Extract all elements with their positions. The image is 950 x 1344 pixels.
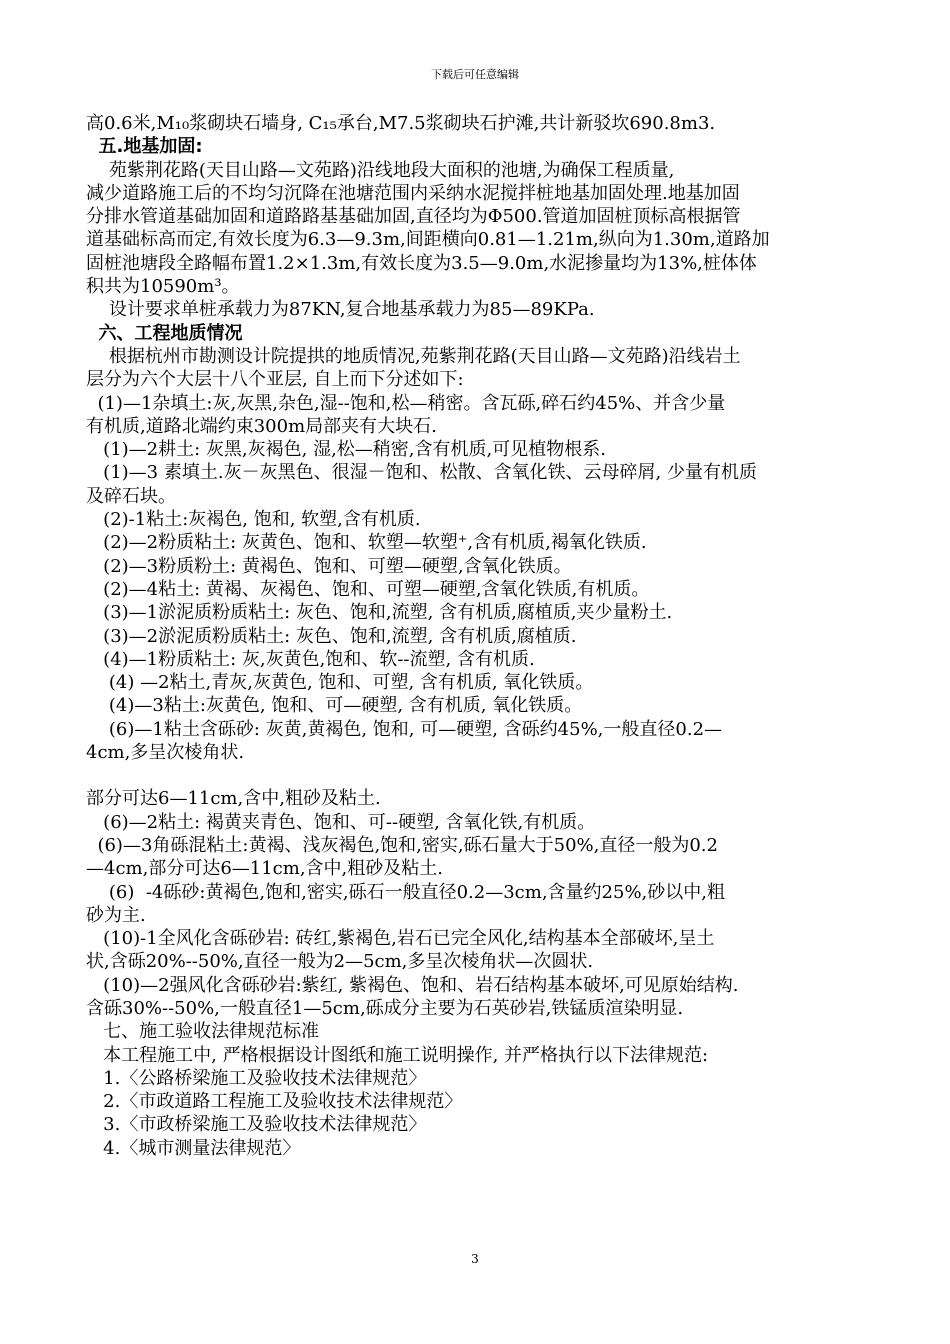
section-heading-7: 七、施工验收法律规范标准 bbox=[86, 1021, 320, 1043]
body-line: 本工程施工中, 严格根据设计图纸和施工说明操作, 并严格执行以下法律规范: bbox=[86, 1044, 709, 1066]
body-line: (6) -4砾砂:黄褐色,饱和,密实,砾石一般直径0.2—3cm,含量约25%,砂以中,粗 bbox=[86, 881, 725, 903]
body-line: 层分为六个大层十八个亚层, 自上而下分述如下: bbox=[86, 369, 464, 391]
section-heading-6: 六、工程地质情况 bbox=[86, 322, 243, 344]
body-line: 减少道路施工后的不均匀沉降在池塘范围内采纳水泥搅拌桩地基加固处理.地基加固 bbox=[86, 182, 740, 204]
body-line: (1)—2耕土: 灰黑,灰褐色, 湿,松—稍密,含有机质,可见植物根系. bbox=[86, 439, 606, 461]
standard-item: 1.〈公路桥梁施工及验收技术法律规范〉 bbox=[86, 1067, 427, 1089]
body-line: (6)—2粘土: 褐黄夹青色、饱和、可--硬塑, 含氧化铁,有机质。 bbox=[86, 811, 596, 833]
body-line: (10)-1全风化含砾砂岩: 砖红,紫褐色,岩石已完全风化,结构基本全部破坏,呈土 bbox=[86, 928, 715, 950]
body-line: 道基础标高而定,有效长度为6.3—9.3m,间距横向0.81—1.21m,纵向为1.30m,道路加 bbox=[86, 229, 770, 251]
body-line: 积共为10590m³。 bbox=[86, 276, 240, 298]
body-line: (4)—1粉质粘土: 灰,灰黄色,饱和、软--流塑, 含有机质. bbox=[86, 648, 535, 670]
standard-item: 3.〈市政桥梁施工及验收技术法律规范〉 bbox=[86, 1114, 427, 1136]
body-line: 4cm,多呈次棱角状. bbox=[86, 742, 245, 764]
body-line: (10)—2强风化含砾砂岩:紫红, 紫褐色、饱和、岩石结构基本破坏,可见原始结构. bbox=[86, 974, 739, 996]
body-line: (3)—2淤泥质粉质粘土: 灰色、饱和,流塑, 含有机质,腐植质. bbox=[86, 625, 577, 647]
body-line: 含砾30%--50%,一般直径1—5cm,砾成分主要为石英砂岩,铁锰质渲染明显. bbox=[86, 997, 684, 1019]
body-line: —4cm,部分可达6—11cm,含中,粗砂及粘土. bbox=[86, 858, 443, 880]
standard-item: 4.〈城市测量法律规范〉 bbox=[86, 1137, 301, 1159]
standard-item: 2.〈市政道路工程施工及验收技术法律规范〉 bbox=[86, 1091, 463, 1113]
body-line: (2)-1粘土:灰褐色, 饱和, 软塑,含有机质. bbox=[86, 509, 421, 531]
body-line: 状,含砾20%--50%,直径一般为2—5cm,多呈次棱角状—次圆状. bbox=[86, 951, 594, 973]
body-line: 设计要求单桩承载力为87KN,复合地基承载力为85—89KPa. bbox=[86, 299, 595, 321]
body-line: (3)—1淤泥质粉质粘土: 灰色、饱和,流塑, 含有机质,腐植质,夹少量粉土. bbox=[86, 602, 673, 624]
body-line: 苑紫荆花路(天目山路—文苑路)沿线地段大面积的池塘,为确保工程质量, bbox=[86, 159, 675, 181]
page-number: 3 bbox=[471, 1252, 479, 1266]
body-line: (6)—1粘土含砾砂: 灰黄,黄褐色, 饱和, 可—硬塑, 含砾约45%,一般直径0.2— bbox=[86, 718, 723, 740]
body-line: 高0.6米,M₁₀浆砌块石墙身, C₁₅承台,M7.5浆砌块石护滩,共计新驳坎690.8m3. bbox=[86, 113, 716, 134]
body-line: 固桩池塘段全路幅布置1.2×1.3m,有效长度为3.5—9.0m,水泥掺量均为13%,桩体体 bbox=[86, 252, 757, 274]
body-line: 分排水管道基础加固和道路路基基础加固,直径均为Φ500.管道加固桩顶标高根据管 bbox=[86, 206, 741, 228]
body-line: 砂为主. bbox=[86, 904, 146, 926]
page-header: 下载后可任意编辑 bbox=[431, 68, 519, 81]
body-line: (2)—3粉质粉土: 黄褐色、饱和、可塑—硬塑,含氧化铁质。 bbox=[86, 555, 572, 577]
body-line: (1)—3 素填土.灰－灰黑色、很湿－饱和、松散、含氧化铁、云母碎屑, 少量有机质 bbox=[86, 462, 758, 484]
body-line: 有机质,道路北端约束300m局部夹有大块石. bbox=[86, 415, 437, 437]
body-line: 根据杭州市勘测设计院提拱的地质情况,苑紫荆花路(天目山路—文苑路)沿线岩土 bbox=[86, 345, 741, 367]
body-line: (4) —2粘土,青灰,灰黄色, 饱和、可塑, 含有机质, 氧化铁质。 bbox=[86, 672, 594, 694]
body-line: (2)—4粘土: 黄褐、灰褐色、饱和、可塑—硬塑,含氧化铁质,有机质。 bbox=[86, 578, 650, 600]
body-line: 及碎石块。 bbox=[86, 485, 176, 507]
section-heading-5: 五.地基加固: bbox=[86, 136, 203, 158]
body-line: (6)—3角砾混粘土:黄褐、浅灰褐色,饱和,密实,砾石量大于50%,直径一般为0.2 bbox=[86, 834, 718, 856]
body-line: (2)—2粉质粘土: 灰黄色、饱和、软塑—软塑⁺,含有机质,褐氧化铁质. bbox=[86, 532, 647, 554]
body-line: 部分可达6—11cm,含中,粗砂及粘土. bbox=[86, 788, 381, 810]
document-body bbox=[86, 112, 926, 1160]
body-line: (4)—3粘土:灰黄色, 饱和、可—硬塑, 含有机质, 氧化铁质。 bbox=[86, 695, 583, 717]
body-line: (1)—1杂填土:灰,灰黑,杂色,湿--饱和,松—稍密。含瓦砾,碎石约45%、并含少量 bbox=[86, 392, 726, 414]
blank-line bbox=[86, 764, 926, 787]
